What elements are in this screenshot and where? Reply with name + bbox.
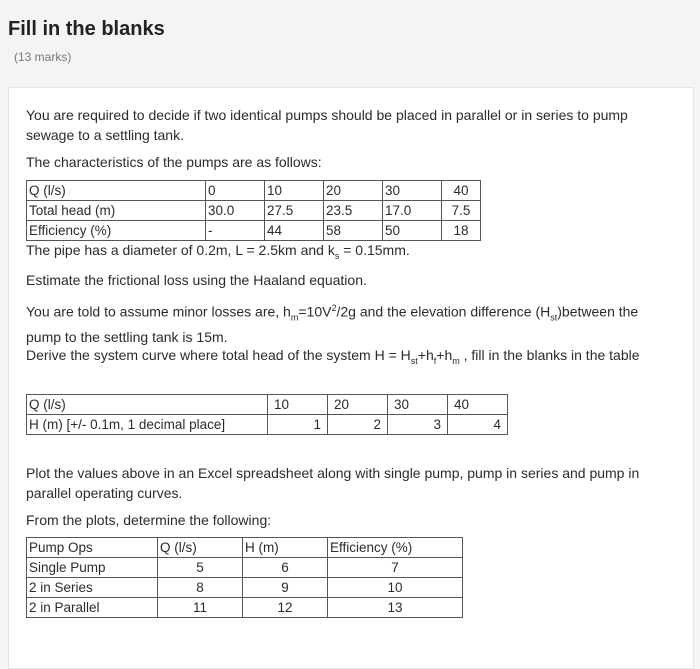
table-row xyxy=(27,181,481,201)
pipe-subscript: s xyxy=(334,250,340,261)
table-cell: 30.0 xyxy=(206,201,265,221)
row-label: Q (l/s) xyxy=(27,181,206,201)
derive-prefix: Derive the system curve where total head of the system H = H xyxy=(26,347,411,363)
pump-ops-table xyxy=(26,537,463,618)
derive-suffix: , fill in the blanks in the table xyxy=(459,347,640,363)
minor-sub-st: st xyxy=(550,312,558,323)
column-header: Efficiency (%) xyxy=(328,538,463,558)
pump-characteristics-table xyxy=(26,180,481,241)
minor-suffix: )between the pump to the settling tank is 15m. xyxy=(26,303,639,346)
row-label: Q (l/s) xyxy=(27,395,268,415)
plot-instruction: Plot the values above in an Excel spreadsheet along with single pump, pump in series and pump in parallel operating curves. xyxy=(26,465,640,501)
blank-input-2[interactable]: 2 xyxy=(328,415,388,435)
table-row xyxy=(27,395,508,415)
blank-input-12[interactable]: 12 xyxy=(243,598,328,618)
minor-mid: =10V xyxy=(298,303,332,320)
row-label: H (m) [+/- 0.1m, 1 decimal place] xyxy=(27,415,268,435)
derive-sub-m: m xyxy=(452,355,460,366)
minor-prefix: You are told to assume minor losses are, h xyxy=(26,303,291,320)
determine-text: From the plots, determine the following: xyxy=(26,512,272,528)
blank-input-9[interactable]: 9 xyxy=(243,578,328,598)
table-cell: 20 xyxy=(328,395,388,415)
table-cell: 27.5 xyxy=(265,201,324,221)
table-cell: 23.5 xyxy=(324,201,383,221)
table-row xyxy=(27,598,463,618)
characteristics-intro: The characteristics of the pumps are as follows: xyxy=(26,154,322,170)
row-label: Efficiency (%) xyxy=(27,221,206,241)
derive-plus2: +h xyxy=(436,347,453,363)
table-cell: 7.5 xyxy=(442,201,481,221)
row-label: 2 in Parallel xyxy=(27,598,158,618)
table-cell: 40 xyxy=(448,395,508,415)
blank-input-7[interactable]: 7 xyxy=(328,558,463,578)
column-header: Q (l/s) xyxy=(158,538,243,558)
table-cell: 10 xyxy=(268,395,328,415)
derive-plus1: +h xyxy=(417,347,434,363)
table-row xyxy=(27,201,481,221)
haaland-text: Estimate the frictional loss using the Haaland equation. xyxy=(26,272,367,288)
pipe-text xyxy=(26,240,676,266)
table-cell: 30 xyxy=(383,181,442,201)
table-cell: 30 xyxy=(388,395,448,415)
blank-input-5[interactable]: 5 xyxy=(158,558,243,578)
marks-label: (13 marks) xyxy=(14,50,72,64)
derive-text xyxy=(26,345,676,371)
system-curve-table xyxy=(26,394,508,435)
table-row xyxy=(27,415,508,435)
row-label: 2 in Series xyxy=(27,578,158,598)
derive-sub-st: st xyxy=(410,355,418,366)
blank-input-1[interactable]: 1 xyxy=(268,415,328,435)
question-card xyxy=(8,87,694,669)
table-cell: 17.0 xyxy=(383,201,442,221)
table-row xyxy=(27,578,463,598)
minor-losses-text xyxy=(26,298,676,347)
table-row xyxy=(27,538,463,558)
row-label: Total head (m) xyxy=(27,201,206,221)
table-cell: 10 xyxy=(265,181,324,201)
blank-input-10[interactable]: 10 xyxy=(328,578,463,598)
table-cell: 40 xyxy=(442,181,481,201)
derive-sub-f: f xyxy=(433,355,437,366)
pipe-prefix: The pipe has a diameter of 0.2m, L = 2.5km and k xyxy=(26,242,335,258)
row-label: Single Pump xyxy=(27,558,158,578)
table-cell: 58 xyxy=(324,221,383,241)
column-header: H (m) xyxy=(243,538,328,558)
table-cell: 44 xyxy=(265,221,324,241)
blank-input-11[interactable]: 11 xyxy=(158,598,243,618)
minor-mid2: /2g and the elevation difference (H xyxy=(336,303,551,320)
blank-input-8[interactable]: 8 xyxy=(158,578,243,598)
minor-sub-m: m xyxy=(290,312,299,323)
pipe-suffix: = 0.15mm. xyxy=(339,242,410,258)
page-title: Fill in the blanks xyxy=(8,18,165,40)
table-cell: 0 xyxy=(206,181,265,201)
blank-input-6[interactable]: 6 xyxy=(243,558,328,578)
table-row xyxy=(27,558,463,578)
minor-sup: 2 xyxy=(331,303,337,313)
blank-input-4[interactable]: 4 xyxy=(448,415,508,435)
column-header: Pump Ops xyxy=(27,538,158,558)
blank-input-13[interactable]: 13 xyxy=(328,598,463,618)
table-cell: 20 xyxy=(324,181,383,201)
blank-input-3[interactable]: 3 xyxy=(388,415,448,435)
table-cell: 18 xyxy=(442,221,481,241)
intro-text: You are required to decide if two identical pumps should be placed in parallel or in series to pump sewage to a settling tank. xyxy=(26,107,628,143)
table-cell: - xyxy=(206,221,265,241)
table-row xyxy=(27,221,481,241)
table-cell: 50 xyxy=(383,221,442,241)
